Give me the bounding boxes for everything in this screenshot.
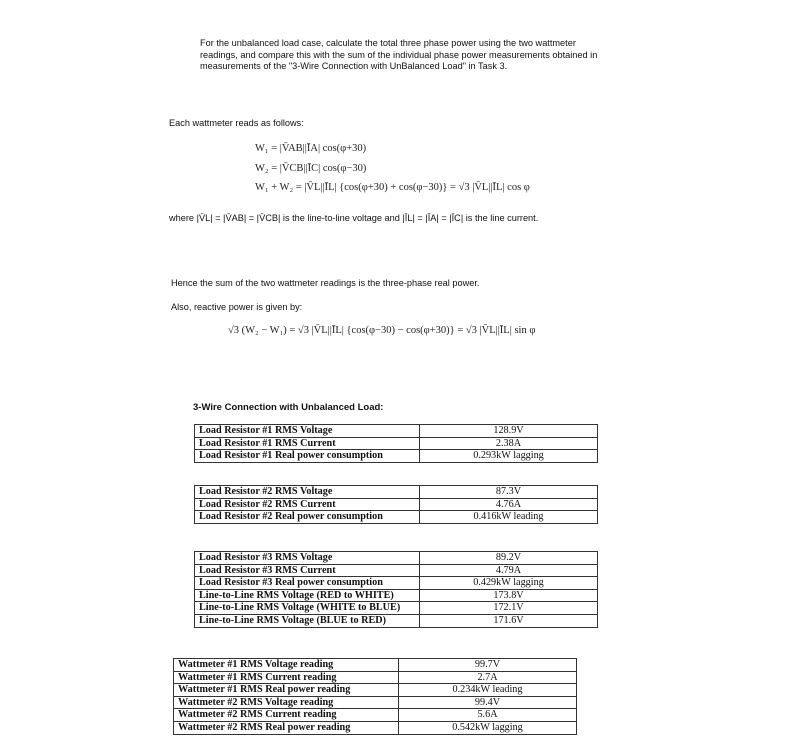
equation-w2: W₂ = |V̄CB||ĪC| cos(φ−30) [255,163,367,174]
row-label: Load Resistor #2 RMS Voltage [195,486,420,499]
table-row [195,564,598,577]
row-value: 172.1V [420,602,598,615]
row-label: Line-to-Line RMS Voltage (BLUE to RED) [195,614,420,627]
table-row [174,709,577,722]
row-value: 5.6A [399,709,577,722]
equation-sum: W₁ + W₂ = |V̄L||ĪL| {cos(φ+30) + cos(φ−30)} = √3 |V̄L||ĪL| cos φ [255,182,530,193]
row-label: Load Resistor #3 Real power consumption [195,577,420,590]
row-value: 4.79A [420,564,598,577]
equation-reactive: √3 (W₂ − W₁) = √3 |V̄L||ĪL| {cos(φ−30) − cos(φ+30)} = √3 |V̄L||ĪL| sin φ [228,325,536,336]
row-value: 128.9V [420,425,598,438]
table-row [174,684,577,697]
row-label: Wattmeter #1 RMS Real power reading [174,684,399,697]
table-row [174,696,577,709]
table-row [195,552,598,565]
row-label: Load Resistor #1 Real power consumption [195,450,420,463]
row-value: 173.8V [420,589,598,602]
row-label: Line-to-Line RMS Voltage (WHITE to BLUE) [195,602,420,615]
section-title: 3-Wire Connection with Unbalanced Load: [193,402,384,413]
row-label: Wattmeter #2 RMS Real power reading [174,721,399,734]
row-value: 171.6V [420,614,598,627]
row-value: 4.76A [420,498,598,511]
row-label: Load Resistor #1 RMS Current [195,437,420,450]
table-row [195,437,598,450]
table-row [195,498,598,511]
table-row [174,721,577,734]
load-resistor-2-table [194,485,598,524]
row-label: Load Resistor #1 RMS Voltage [195,425,420,438]
row-value: 87.3V [420,486,598,499]
row-value: 99.4V [399,696,577,709]
row-value: 0.293kW lagging [420,450,598,463]
row-value: 0.429kW lagging [420,577,598,590]
task-instruction: For the unbalanced load case, calculate the total three phase power using the two wattmeter readings, and compare this with the sum of the individual phase power measurements obtained in measurements of the "3-Wire Connection with UnBalanced Load" in Task 3. [200,38,598,72]
load-resistor-3-table [194,551,598,628]
row-label: Wattmeter #2 RMS Current reading [174,709,399,722]
row-label: Load Resistor #2 RMS Current [195,498,420,511]
row-label: Wattmeter #1 RMS Current reading [174,671,399,684]
table-row [174,659,577,672]
row-value: 89.2V [420,552,598,565]
table-row [195,602,598,615]
equation-w1: W₁ = |V̄AB||ĪA| cos(φ+30) [255,143,367,154]
table-row [174,671,577,684]
table-row [195,450,598,463]
row-value: 0.416kW leading [420,511,598,524]
row-value: 2.7A [399,671,577,684]
row-label: Load Resistor #2 Real power consumption [195,511,420,524]
where-definition: where |V̄L| = |V̄AB| = |V̄CB| is the line-to-line voltage and |ĪL| = |ĪA| = |ĪC| is the line current. [169,213,539,223]
row-value: 2.38A [420,437,598,450]
row-value: 0.542kW lagging [399,721,577,734]
wattmeter-intro: Each wattmeter reads as follows: [169,118,304,128]
hence-statement: Hence the sum of the two wattmeter readings is the three-phase real power. [171,278,480,288]
table-row [195,589,598,602]
row-label: Wattmeter #1 RMS Voltage reading [174,659,399,672]
row-value: 0.234kW leading [399,684,577,697]
load-resistor-1-table [194,424,598,463]
table-row [195,425,598,438]
row-label: Wattmeter #2 RMS Voltage reading [174,696,399,709]
reactive-intro: Also, reactive power is given by: [171,302,303,312]
row-label: Load Resistor #3 RMS Voltage [195,552,420,565]
table-row [195,577,598,590]
table-row [195,614,598,627]
row-value: 99.7V [399,659,577,672]
row-label: Load Resistor #3 RMS Current [195,564,420,577]
table-row [195,511,598,524]
row-label: Line-to-Line RMS Voltage (RED to WHITE) [195,589,420,602]
wattmeter-table [173,658,577,735]
table-row [195,486,598,499]
